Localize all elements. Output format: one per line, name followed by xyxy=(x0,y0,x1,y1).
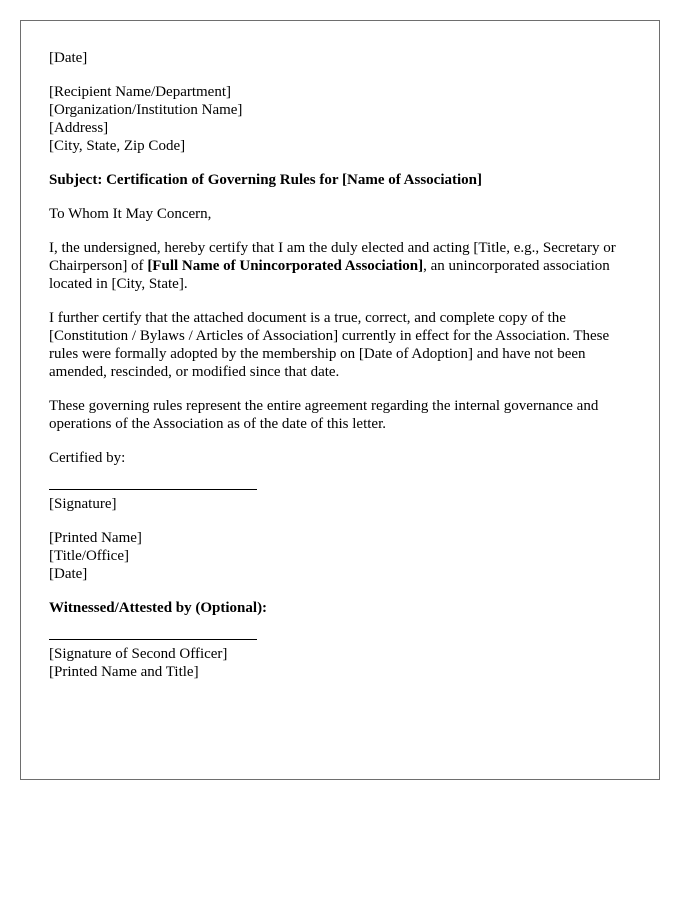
association-name-bold: [Full Name of Unincorporated Association] xyxy=(147,258,424,274)
signature-label-block xyxy=(49,495,631,513)
signature-space xyxy=(49,467,631,489)
letter-page xyxy=(20,20,660,780)
certification-paragraph-3: These governing rules represent the entire agreement regarding the internal governance and operations of the Association as of the date of this letter. xyxy=(49,398,599,432)
signer-details-block xyxy=(49,529,631,583)
recipient-name-department: [Recipient Name/Department] xyxy=(49,84,232,100)
para1-text-before: I, the undersigned, hereby certify that I am the duly elected and acting [Title, e.g., Secretary or Chairperson] of xyxy=(49,240,616,274)
signature-label: [Signature] xyxy=(49,496,117,512)
letter-date: [Date] xyxy=(49,50,88,66)
witness-signature-space xyxy=(49,617,631,639)
printed-name-label: [Printed Name] xyxy=(49,530,142,546)
second-officer-signature-label: [Signature of Second Officer] xyxy=(49,646,228,662)
signature-line-2 xyxy=(49,639,257,640)
letter-subject: Subject: Certification of Governing Rules for [Name of Association] xyxy=(49,172,482,188)
recipient-organization: [Organization/Institution Name] xyxy=(49,102,243,118)
recipient-city-state-zip: [City, State, Zip Code] xyxy=(49,138,186,154)
certification-paragraph-2: I further certify that the attached document is a true, correct, and complete copy of the [Constitution / Bylaws / Articles of Association] currently in effect for the Association. These rules were formally adopted by the membership on [Date of Adoption] and have not been amended, rescinded, or modified since that date. xyxy=(49,310,610,380)
certified-by-label: Certified by: xyxy=(49,450,126,466)
recipient-block xyxy=(49,83,631,155)
witness-heading: Witnessed/Attested by (Optional): xyxy=(49,600,268,616)
witness-printed-name-title: [Printed Name and Title] xyxy=(49,664,199,680)
title-office-label: [Title/Office] xyxy=(49,548,129,564)
letter-salutation: To Whom It May Concern, xyxy=(49,206,212,222)
signature-line-1 xyxy=(49,489,257,490)
recipient-address: [Address] xyxy=(49,120,109,136)
para1-text-after: , an unincorporated association located in [City, State]. xyxy=(49,258,610,292)
witness-details-block xyxy=(49,645,631,681)
signer-date-label: [Date] xyxy=(49,566,88,582)
certification-paragraph-1 xyxy=(49,239,631,293)
